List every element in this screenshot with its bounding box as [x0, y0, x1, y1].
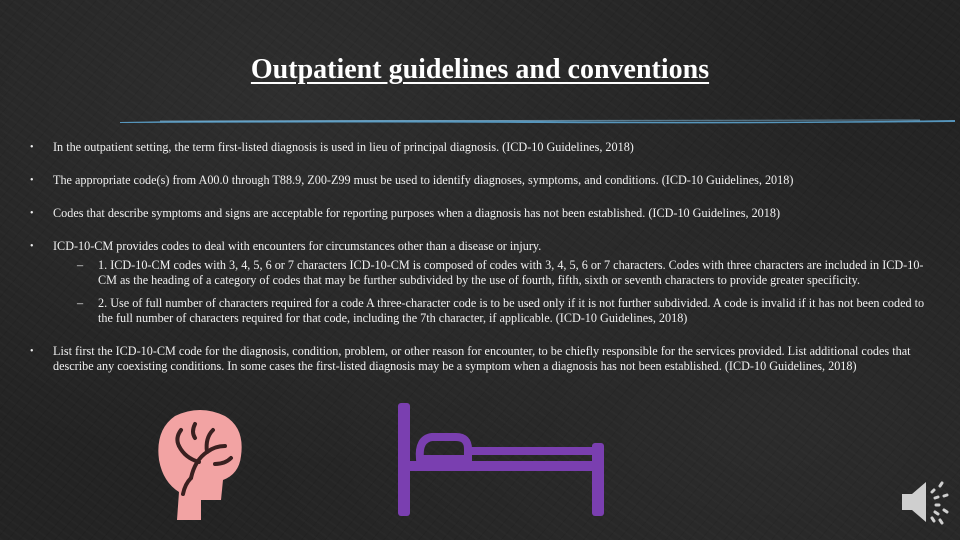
- bullet-text: Codes that describe symptoms and signs are acceptable for reporting purposes when a diagnosis has not been established. (ICD-10 Guidelines, 2018): [53, 206, 781, 220]
- bullet-item: [28, 140, 928, 155]
- slide-title: Outpatient guidelines and conventions: [250, 54, 710, 85]
- bullet-text: The appropriate code(s) from A00.0 through T88.9, Z00-Z99 must be used to identify diagnoses, symptoms, and conditions. (ICD-10 Guidelines, 2018): [53, 173, 794, 187]
- bullet-symbol: •: [30, 346, 34, 357]
- sub-bullet-text: 1. ICD-10-CM codes with 3, 4, 5, 6 or 7 characters ICD-10-CM is composed of codes with 3, 4, 5, 6 or 7 characters. Codes with three characters are included in ICD-10-CM as the heading of a category of codes that may be further subdivided by the use of fourth, fifth, sixth or seventh characters to provide greater specificity.: [98, 258, 924, 287]
- bullet-item: [28, 206, 928, 221]
- bullet-text: List first the ICD-10-CM code for the diagnosis, condition, problem, or other reason for encounter, to be chiefly responsible for the services provided. List additional codes that describe any coexisting conditions. In some cases the first-listed diagnosis may be a symptom when a diagnosis has not been established. (ICD-10 Guidelines, 2018): [53, 344, 911, 373]
- bullet-symbol: •: [30, 142, 34, 153]
- brain-icon: [155, 408, 245, 523]
- sub-bullet-text: 2. Use of full number of characters required for a code A three-character code is to be used only if it is not further subdivided. A code is invalid if it has not been coded to the full number of characters required for that code, including the 7th character, if applicable. (ICD-10 Guidelines, 2018): [98, 296, 925, 325]
- bullet-item: [28, 344, 928, 374]
- sub-bullet-item: [53, 296, 928, 326]
- bullet-symbol: •: [30, 208, 34, 219]
- bullet-item: [28, 173, 928, 188]
- sub-bullet-symbol: –: [77, 258, 84, 272]
- bullet-text: In the outpatient setting, the term first-listed diagnosis is used in lieu of principal diagnosis. (ICD-10 Guidelines, 2018): [53, 140, 634, 154]
- title-divider: [120, 116, 955, 126]
- bullet-item: [28, 239, 928, 326]
- bullet-symbol: •: [30, 241, 34, 252]
- bullet-symbol: •: [30, 175, 34, 186]
- bed-icon: [396, 403, 606, 518]
- slide-body: [28, 140, 928, 392]
- bullet-text: ICD-10-CM provides codes to deal with encounters for circumstances other than a disease or injury.: [53, 239, 542, 253]
- sub-bullet-symbol: –: [77, 296, 84, 310]
- speaker-icon[interactable]: [900, 478, 950, 526]
- sub-bullet-item: [53, 258, 928, 288]
